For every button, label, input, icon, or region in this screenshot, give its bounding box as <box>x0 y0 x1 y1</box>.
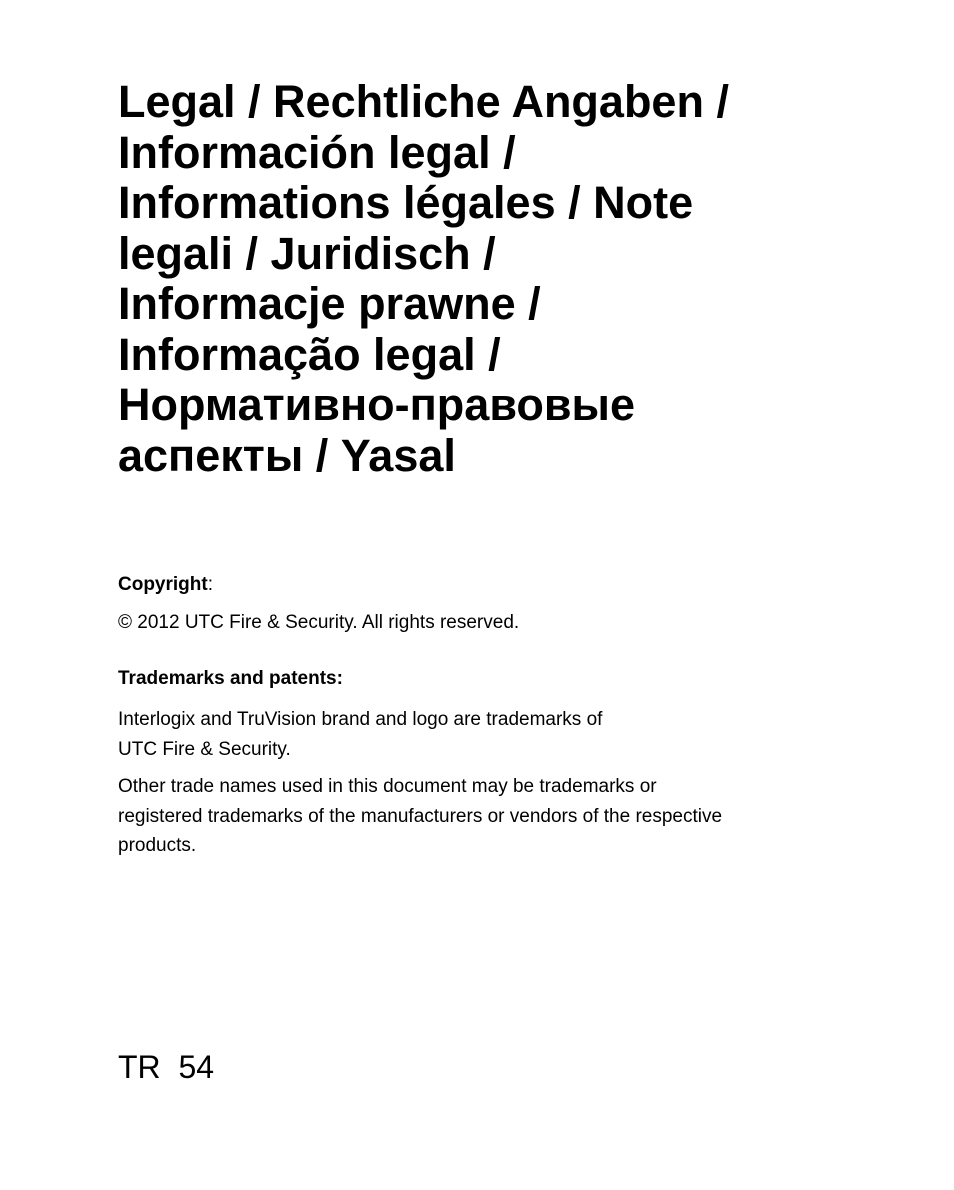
title-line: Informação legal / <box>118 328 501 380</box>
page-number: 54 <box>178 1049 215 1085</box>
copyright-heading-colon: : <box>207 574 213 595</box>
page-title <box>118 77 838 481</box>
title-line: legali / Juridisch / <box>118 227 496 279</box>
language-code: TR <box>118 1049 161 1085</box>
copyright-heading-label: Copyright <box>118 574 208 595</box>
title-line: Нормативно-правовые <box>118 379 635 430</box>
copyright-section-heading <box>118 570 838 600</box>
title-line: Información legal / <box>118 126 516 178</box>
paragraph-line: UTC Fire & Security. <box>118 738 291 760</box>
trademarks-heading-label: Trademarks and patents: <box>118 668 343 689</box>
trademarks-section-heading <box>118 664 838 694</box>
title-line: Informacje prawne / <box>118 278 541 329</box>
title-line: Informations légales / Note <box>118 177 694 228</box>
paragraph-line: Other trade names used in this document may be trademarks or <box>118 776 657 797</box>
paragraph-line: products. <box>118 835 197 856</box>
copyright-text: © 2012 UTC Fire & Security. All rights reserved. <box>118 612 520 633</box>
page-footer <box>118 1047 214 1087</box>
copyright-notice <box>118 608 838 638</box>
paragraph-line: Interlogix and TruVision brand and logo are trademarks of <box>118 709 603 730</box>
trademarks-paragraph-2 <box>118 772 838 861</box>
title-line: аспекты / Yasal <box>118 429 456 481</box>
trademarks-paragraph-1 <box>118 705 838 764</box>
paragraph-line: registered trademarks of the manufacturers or vendors of the respective <box>118 805 723 827</box>
title-line: Legal / Rechtliche Angaben / <box>118 76 729 127</box>
